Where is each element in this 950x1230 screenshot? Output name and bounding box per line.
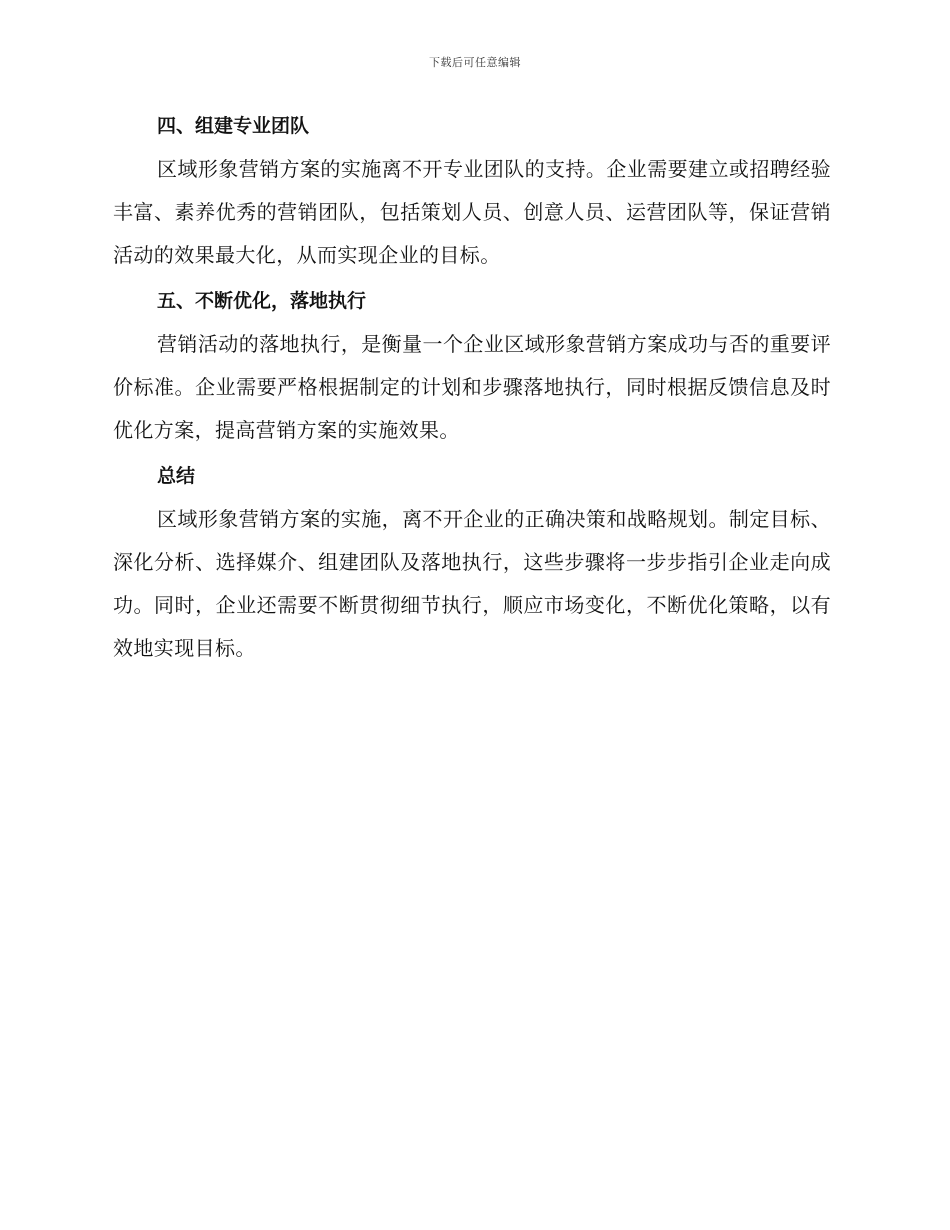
- section-optimize: [113, 283, 831, 452]
- section-paragraph: 营销活动的落地执行，是衡量一个企业区域形象营销方案成功与否的重要评价标准。企业需要严格根据制定的计划和步骤落地执行，同时根据反馈信息及时优化方案，提高营销方案的实施效果。: [113, 332, 831, 442]
- document-body: [113, 108, 831, 676]
- section-heading: 总结: [157, 465, 196, 487]
- running-header: 下载后可任意编辑: [429, 56, 521, 69]
- section-team: [113, 108, 831, 277]
- section-paragraph: 区域形象营销方案的实施，离不开企业的正确决策和战略规划。制定目标、深化分析、选择媒介、组建团队及落地执行，这些步骤将一步步指引企业走向成功。同时，企业还需要不断贯彻细节执行，顺应市场变化，不断优化策略，以有效地实现目标。: [113, 507, 831, 660]
- section-heading: 五、不断优化，落地执行: [157, 290, 367, 312]
- section-heading: 四、组建专业团队: [157, 115, 310, 137]
- section-summary: [113, 458, 831, 670]
- section-paragraph: 区域形象营销方案的实施离不开专业团队的支持。企业需要建立或招聘经验丰富、素养优秀的营销团队，包括策划人员、创意人员、运营团队等，保证营销活动的效果最大化，从而实现企业的目标。: [113, 157, 831, 267]
